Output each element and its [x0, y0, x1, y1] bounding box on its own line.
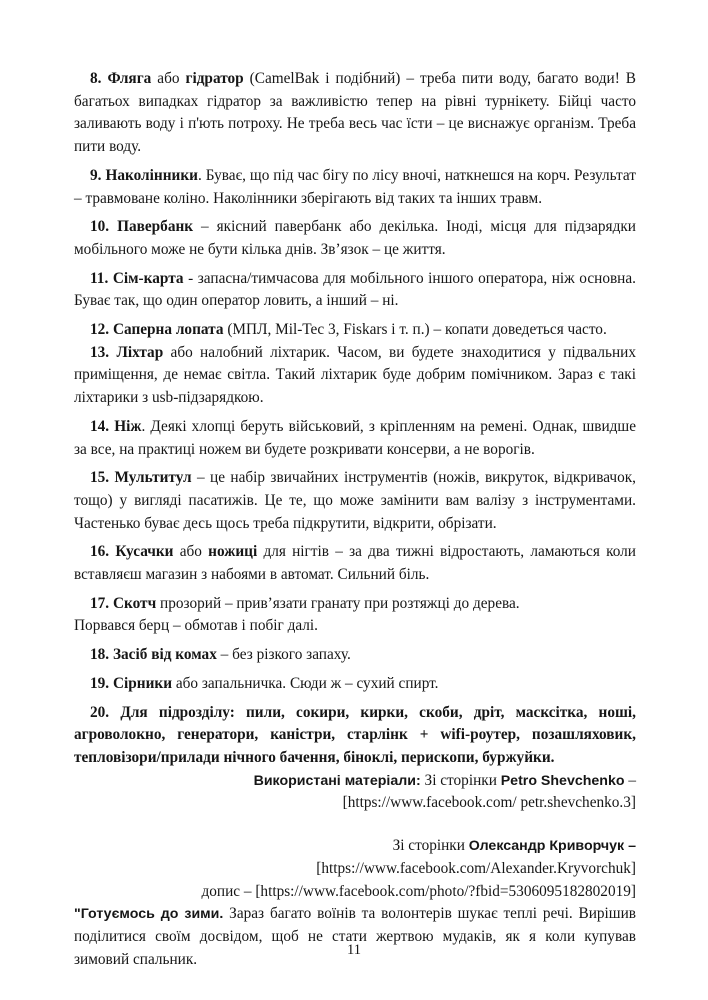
post-text: Зараз багато воїнів та волонтерів шукає теплі речі. Вирішив поділитися своїм досвідом, щоб не стати жертвою мудаків, як я коли купував зимовий спальник. — [74, 905, 636, 968]
item-15-number: 15. — [90, 469, 110, 487]
page-number: 11 — [347, 942, 361, 958]
item-14-number: 14. — [90, 417, 110, 435]
item-16-number: 16. — [90, 543, 110, 561]
item-15 — [74, 467, 636, 535]
item-16-text: для нігтів – за два тижні відростають, ламаються коли вставляєш магазин з набоями в автомат. Сильний біль. — [74, 543, 636, 584]
item-14-term: Ніж — [114, 417, 142, 435]
item-8 — [74, 68, 636, 159]
item-8-connector: або — [151, 70, 186, 87]
spacer — [74, 815, 636, 835]
item-13-number: 13. — [90, 343, 110, 361]
item-11 — [74, 268, 636, 313]
item-12-term: Саперна лопата — [112, 321, 224, 339]
item-16-connector: або — [173, 543, 209, 561]
sources-label: Використані матеріали: — [253, 772, 421, 789]
item-19-term: Сірники — [112, 674, 173, 692]
item-15-text: – це набір звичайних інструментів (ножів, викруток, відкривачок, тощо) у вигляді пасатижів. Це те, що може замінити вам валізу з інструментами. Частенько буває десь щось треба підкрутити, відкрити, обрізати. — [74, 469, 636, 532]
item-11-number: 11. — [90, 269, 109, 287]
item-10-number: 10. — [90, 218, 110, 236]
item-10 — [74, 216, 636, 261]
source-url-2: [https://www.facebook.com/Alexander.Kryvorchuk] — [316, 859, 636, 877]
item-8-number: 8. — [90, 70, 102, 87]
item-14 — [74, 416, 636, 461]
item-13-text: або налобний ліхтарик. Часом, ви будете знаходитися у підвальних приміщення, де немає світла. Такий ліхтарик буде добрим помічником. Зараз є такі ліхтарики з usb-підзарядкою. — [74, 343, 636, 407]
item-11-term: Сім-карта — [112, 269, 184, 287]
item-20-number: 20. — [90, 703, 110, 721]
item-9 — [74, 165, 636, 210]
post-lead: "Готуємось до зими. — [74, 906, 224, 923]
sources-line — [74, 770, 636, 793]
item-17-text: прозорий – прив’язати гранату при розтяжці до дерева. — [156, 594, 520, 612]
item-12 — [74, 319, 636, 342]
item-17-term: Скотч — [112, 594, 157, 612]
item-18 — [74, 644, 636, 667]
source-author-1: Petro Shevchenko — [500, 772, 625, 789]
item-18-number: 18. — [90, 646, 110, 664]
item-15-term: Мультитул — [114, 469, 192, 487]
item-16-term-alt: ножиці — [208, 543, 258, 561]
item-19-text: або запальничка. Сюди ж – сухий спирт. — [172, 674, 439, 692]
sources-from-page: Зі сторінки — [420, 771, 501, 789]
source-url-1: [https://www.facebook.com/ petr.shevchenko.3] — [342, 794, 636, 812]
item-12-text: (МПЛ, Mil-Tec 3, Fiskars і т. п.) – копати доведеться часто. — [223, 321, 607, 339]
item-8-term-alt: гідратор — [185, 70, 244, 87]
source-post-line: допис – [https://www.facebook.com/photo/?fbid=5306095182802019] — [201, 882, 636, 900]
item-19-number: 19. — [90, 674, 110, 692]
item-17-continuation: Порвався берц – обмотав і побіг далі. — [74, 617, 319, 635]
source-2-from-page: Зі сторінки — [392, 837, 469, 855]
item-11-text: - запасна/тимчасова для мобільного іншого оператора, ніж основна. Буває так, що один оператор ловить, а інший – ні. — [74, 269, 636, 310]
item-13-term: Ліхтар — [116, 343, 164, 361]
item-9-number: 9. — [90, 166, 102, 184]
item-8-term: Фляга — [107, 70, 152, 87]
item-20-text: Для підрозділу: пили, сокири, кирки, скоби, дріт, масксітка, ноші, агроволокно, генератори, каністри, старлінк + wifi-роутер, позашляховик, тепловізори/прилади нічного бачення, біноклі, перископи, буржуйки. — [74, 703, 636, 766]
item-17 — [74, 593, 636, 616]
item-8-text: (CamelBak і подібний) – треба пити воду, багато води! В багатьох випадках гідратор за важливістю тепер на рівні турнікету. Бійці часто заливають воду і п'ють потроху. Не треба весь час їсти – це виснажує організм. Треба пити воду. — [74, 70, 637, 156]
item-13 — [74, 342, 636, 410]
item-18-term: Засіб від комах — [112, 646, 217, 664]
item-18-text: – без різкого запаху. — [216, 646, 351, 664]
item-16-term: Кусачки — [115, 543, 174, 561]
sources-dash: – — [624, 771, 636, 789]
source-2-line — [74, 835, 636, 858]
item-16 — [74, 541, 636, 586]
item-17-number: 17. — [90, 594, 110, 612]
source-author-2: Олександр Криворчук – — [468, 838, 636, 855]
item-9-text: . Буває, що під час бігу по лісу вночі, наткнешся на корч. Результат – травмоване коліно. Наколінники зберігають від таких та інших травм. — [74, 166, 636, 207]
item-12-number: 12. — [90, 321, 110, 339]
page-content — [74, 68, 636, 977]
item-20 — [74, 702, 636, 770]
item-19 — [74, 673, 636, 696]
item-10-text: – якісний павербанк або декілька. Іноді, місця для підзарядки мобільного може не бути кілька днів. Зв’язок – це життя. — [74, 218, 636, 258]
item-9-term: Наколінники — [105, 166, 198, 184]
item-10-term: Павербанк — [117, 218, 194, 236]
item-14-text: . Деякі хлопці беруть військовий, з кріпленням на ремені. Однак, швидше за все, на практиці ножем ви будете розкривати консерви, а не ворогів. — [74, 417, 637, 458]
